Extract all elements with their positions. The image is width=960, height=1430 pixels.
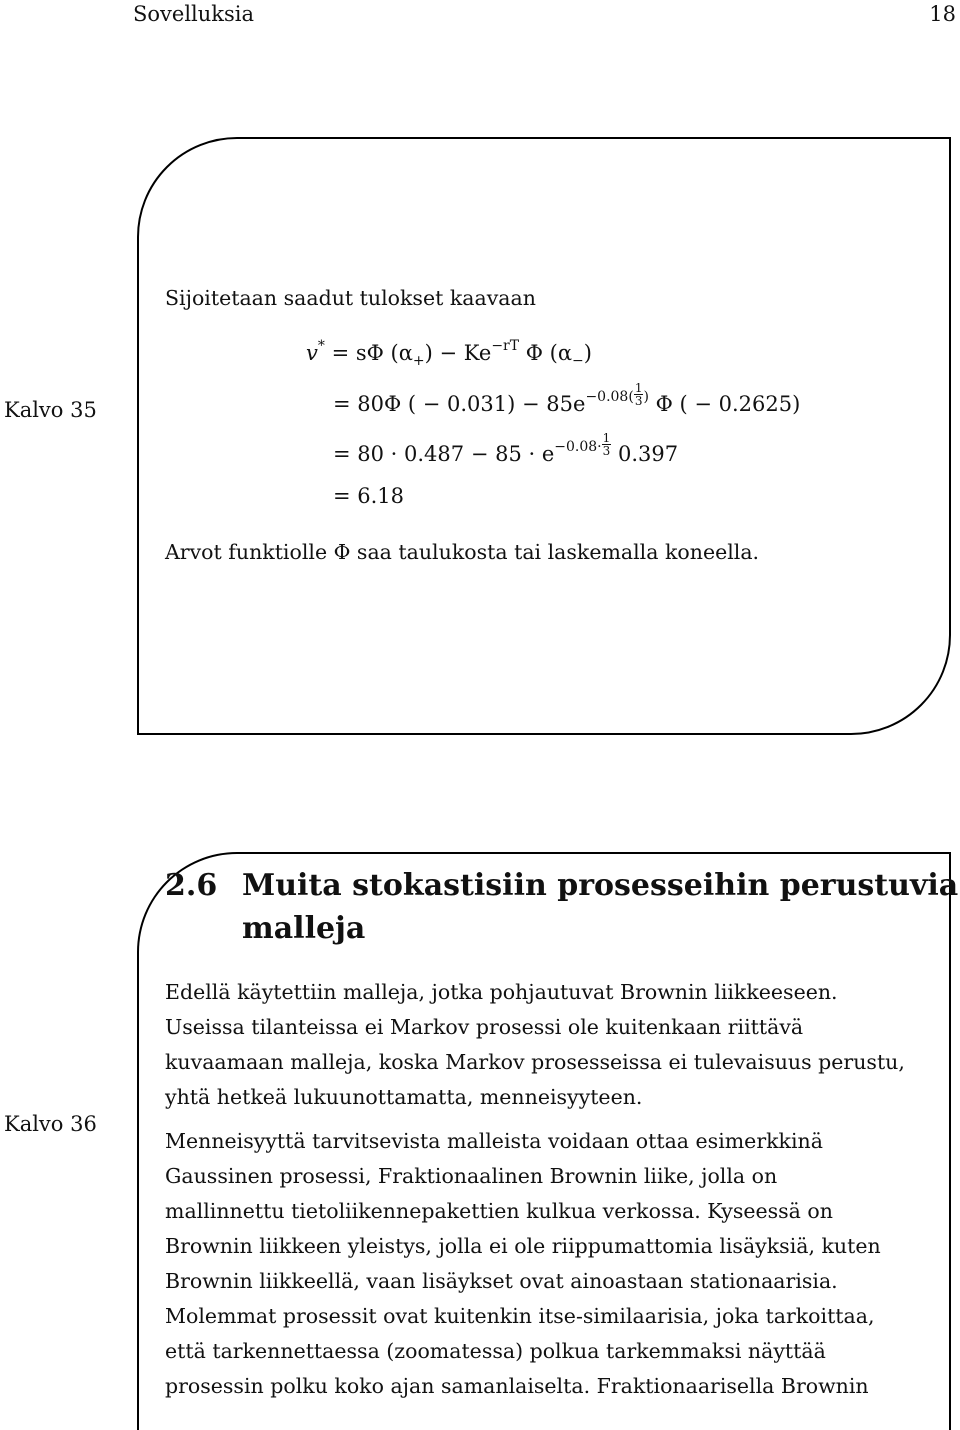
page-number: 18 [929, 2, 956, 26]
paragraph-1 [165, 975, 935, 1115]
eq1-rhs-d: ) [583, 341, 592, 365]
eq3-a: = 80 · 0.487 − 85 · e [333, 442, 555, 466]
paragraph-2-line: mallinnettu tietoliikennepakettien kulkua verkossa. Kyseessä on [165, 1199, 833, 1223]
slide-label-35: Kalvo 35 [4, 398, 97, 422]
section-title-line-2: malleja [242, 911, 366, 946]
equation-line-3 [333, 431, 679, 468]
eq1-minus-sub: − [572, 353, 584, 369]
paragraph-1-line: yhtä hetkeä lukuunottamatta, menneisyyteen. [165, 1085, 643, 1109]
equation-line-1 [306, 338, 592, 369]
eq1-rhs-b: ) − Ke [424, 341, 492, 365]
paragraph-1-line: Edellä käytettiin malleja, jotka pohjautuvat Brownin liikkeeseen. [165, 980, 838, 1004]
paragraph-1-line: Useissa tilanteissa ei Markov prosessi ole kuitenkaan riittävä [165, 1015, 804, 1039]
section-number: 2.6 [165, 868, 218, 903]
slide35-intro: Sijoitetaan saadut tulokset kaavaan [165, 286, 536, 310]
eq1-lhs: v [306, 341, 318, 365]
paragraph-2-line: Brownin liikkeellä, vaan lisäykset ovat ainoastaan stationaarisia. [165, 1269, 838, 1293]
eq3-b: 0.397 [617, 442, 679, 466]
paragraph-1-line: kuvaamaan malleja, koska Markov prosesseissa ei tulevaisuus perustu, [165, 1050, 905, 1074]
eq1-lhs-sup: * [317, 338, 325, 354]
eq2-exp-close: ) [643, 389, 649, 405]
slide-frame-35 [137, 137, 951, 735]
paragraph-2-line: että tarkennettaessa (zoomatessa) polkua tarkemmaksi näyttää [165, 1339, 826, 1363]
eq1-plus-sub: + [412, 353, 425, 369]
paragraph-2-line: Menneisyyttä tarvitsevista malleista voidaan ottaa esimerkkinä [165, 1129, 823, 1153]
slide-label-36: Kalvo 36 [4, 1112, 97, 1136]
eq3-fraction [602, 432, 612, 457]
eq3-frac-num: 1 [602, 431, 611, 445]
eq1-rhs-c: Φ (α [525, 341, 573, 365]
eq2-b: Φ ( − 0.2625) [655, 392, 801, 416]
running-header-title: Sovelluksia [133, 2, 255, 26]
paragraph-2-line: Brownin liikkeen yleistys, jolla ei ole riippumattomia lisäyksiä, kuten [165, 1234, 881, 1258]
eq2-frac-den: 3 [634, 394, 643, 408]
eq2-a: = 80Φ ( − 0.031) − 85e [333, 392, 586, 416]
eq2-fraction [634, 382, 644, 407]
section-title-line-1: Muita stokastisiin prosesseihin perustuvia [242, 868, 959, 903]
equation-line-2 [333, 381, 801, 418]
equation-line-4: = 6.18 [333, 484, 405, 508]
eq1-rhs-a: = sΦ (α [331, 341, 413, 365]
eq3-exp: −0.08· [554, 439, 602, 455]
eq2-frac-num: 1 [634, 381, 643, 395]
eq3-frac-den: 3 [602, 444, 611, 458]
paragraph-2-line: Molemmat prosessit ovat kuitenkin itse-similaarisia, joka tarkoittaa, [165, 1304, 875, 1328]
paragraph-2-line: prosessin polku koko ajan samanlaiselta. Fraktionaarisella Brownin [165, 1374, 869, 1398]
slide35-outro: Arvot funktiolle Φ saa taulukosta tai laskemalla koneella. [165, 540, 760, 564]
paragraph-2 [165, 1124, 935, 1404]
paragraph-2-line: Gaussinen prosessi, Fraktionaalinen Brownin liike, jolla on [165, 1164, 778, 1188]
eq1-exp: −rT [491, 338, 520, 354]
eq2-exp: −0.08( [585, 389, 634, 405]
